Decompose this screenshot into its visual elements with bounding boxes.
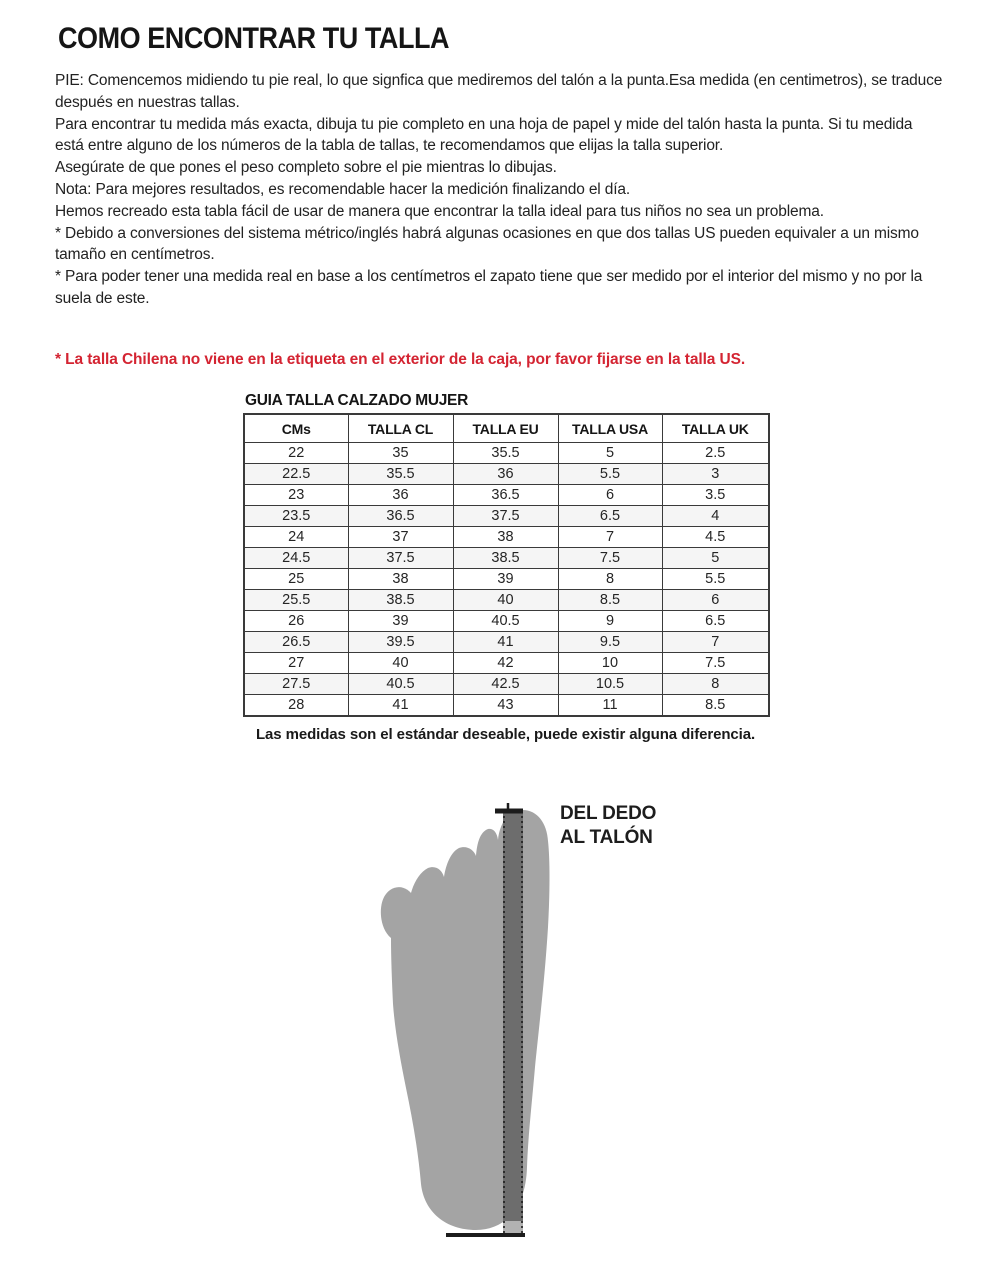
intro-paragraph: Hemos recreado esta tabla fácil de usar de manera que encontrar la talla ideal para tus niños no sea un problema.	[55, 202, 824, 220]
size-table-header-row	[244, 414, 769, 443]
table-cell: 6	[662, 590, 769, 611]
table-cell: 39.5	[348, 632, 453, 653]
table-cell: 4	[662, 506, 769, 527]
measurement-label-line1: DEL DEDO	[560, 803, 657, 824]
table-cell: 41	[453, 632, 558, 653]
table-cell: 42	[453, 653, 558, 674]
table-cell: 40.5	[348, 674, 453, 695]
table-cell: 6.5	[558, 506, 662, 527]
table-cell: 9	[558, 611, 662, 632]
table-cell: 5.5	[662, 569, 769, 590]
table-row	[244, 443, 769, 464]
table-cell: 37.5	[348, 548, 453, 569]
table-cell: 40.5	[453, 611, 558, 632]
table-row	[244, 632, 769, 653]
warning-note: * La talla Chilena no viene en la etiqueta en el exterior de la caja, por favor fijarse en la talla US.	[55, 351, 746, 368]
table-cell: 27	[244, 653, 348, 674]
table-cell: 9.5	[558, 632, 662, 653]
table-row	[244, 548, 769, 569]
table-cell: 11	[558, 695, 662, 717]
table-cell: 37.5	[453, 506, 558, 527]
table-cell: 7	[558, 527, 662, 548]
size-table-header-cell: TALLA USA	[558, 414, 662, 443]
table-cell: 42.5	[453, 674, 558, 695]
size-table	[243, 413, 770, 717]
table-cell: 36.5	[348, 506, 453, 527]
size-table-header-cell: TALLA CL	[348, 414, 453, 443]
table-row	[244, 611, 769, 632]
table-row	[244, 695, 769, 717]
intro-paragraph: Para encontrar tu medida más exacta, dibuja tu pie completo en una hoja de papel y mide del talón hasta la punta. Si tu medida está entre alguno de los números de la tabla de tallas, te recomendamos que elijas la talla superior.	[55, 115, 913, 155]
table-cell: 38	[453, 527, 558, 548]
table-row	[244, 569, 769, 590]
table-cell: 2.5	[662, 443, 769, 464]
table-cell: 8	[558, 569, 662, 590]
table-cell: 36.5	[453, 485, 558, 506]
table-cell: 24	[244, 527, 348, 548]
intro-paragraph: * Para poder tener una medida real en base a los centímetros el zapato tiene que ser medido por el interior del mismo y no por la suela de este.	[55, 268, 923, 307]
table-cell: 25	[244, 569, 348, 590]
foot-silhouette-illustration	[378, 796, 708, 1262]
table-cell: 40	[348, 653, 453, 674]
table-cell: 35.5	[348, 464, 453, 485]
table-cell: 8.5	[662, 695, 769, 717]
table-cell: 22.5	[244, 464, 348, 485]
table-cell: 39	[453, 569, 558, 590]
intro-paragraph: Nota: Para mejores resultados, es recomendable hacer la medición finalizando el día.	[55, 180, 631, 198]
size-table-header-cell: TALLA UK	[662, 414, 769, 443]
table-cell: 27.5	[244, 674, 348, 695]
table-cell: 39	[348, 611, 453, 632]
table-cell: 38.5	[453, 548, 558, 569]
table-row	[244, 464, 769, 485]
table-cell: 10.5	[558, 674, 662, 695]
foot-silhouette	[381, 810, 550, 1230]
table-cell: 24.5	[244, 548, 348, 569]
table-cell: 6	[558, 485, 662, 506]
table-cell: 7.5	[558, 548, 662, 569]
table-cell: 35	[348, 443, 453, 464]
table-row	[244, 485, 769, 506]
table-cell: 40	[453, 590, 558, 611]
table-cell: 43	[453, 695, 558, 717]
size-table-header-cell: TALLA EU	[453, 414, 558, 443]
table-cell: 37	[348, 527, 453, 548]
page-title: COMO ENCONTRAR TU TALLA	[58, 22, 450, 55]
table-cell: 35.5	[453, 443, 558, 464]
table-row	[244, 527, 769, 548]
table-cell: 3.5	[662, 485, 769, 506]
measurement-label-line2: AL TALÓN	[560, 827, 653, 848]
table-row	[244, 506, 769, 527]
table-cell: 23	[244, 485, 348, 506]
table-cell: 38.5	[348, 590, 453, 611]
size-table-header-cell: CMs	[244, 414, 348, 443]
table-cell: 26	[244, 611, 348, 632]
size-table-body	[244, 443, 769, 717]
measurement-label	[560, 802, 656, 850]
table-row	[244, 653, 769, 674]
table-footnote: Las medidas son el estándar deseable, puede existir alguna diferencia.	[255, 726, 756, 743]
table-cell: 5	[662, 548, 769, 569]
table-row	[244, 590, 769, 611]
table-cell: 8	[662, 674, 769, 695]
table-cell: 36	[348, 485, 453, 506]
table-cell: 38	[348, 569, 453, 590]
table-cell: 7	[662, 632, 769, 653]
intro-paragraph: * Debido a conversiones del sistema métrico/inglés habrá algunas ocasiones en que dos tallas US pueden equivaler a un mismo tamaño en centímetros.	[55, 224, 919, 264]
table-cell: 25.5	[244, 590, 348, 611]
table-row	[244, 674, 769, 695]
table-cell: 28	[244, 695, 348, 717]
table-cell: 5	[558, 443, 662, 464]
intro-paragraph: Asegúrate de que pones el peso completo sobre el pie mientras lo dibujas.	[55, 159, 557, 177]
intro-text	[55, 70, 943, 310]
table-cell: 5.5	[558, 464, 662, 485]
table-cell: 36	[453, 464, 558, 485]
table-cell: 23.5	[244, 506, 348, 527]
table-cell: 10	[558, 653, 662, 674]
table-cell: 4.5	[662, 527, 769, 548]
table-cell: 8.5	[558, 590, 662, 611]
intro-paragraph: PIE: Comencemos midiendo tu pie real, lo que signfica que mediremos del talón a la punta.Esa medida (en centimetros), se traduce después en nuestras tallas.	[55, 72, 943, 111]
foot-measurement-diagram	[378, 796, 1002, 1262]
table-cell: 7.5	[662, 653, 769, 674]
table-cell: 41	[348, 695, 453, 717]
table-cell: 3	[662, 464, 769, 485]
table-cell: 26.5	[244, 632, 348, 653]
table-cell: 6.5	[662, 611, 769, 632]
measurement-band	[503, 811, 523, 1221]
size-table-title: GUIA TALLA CALZADO MUJER	[245, 392, 468, 409]
table-cell: 22	[244, 443, 348, 464]
